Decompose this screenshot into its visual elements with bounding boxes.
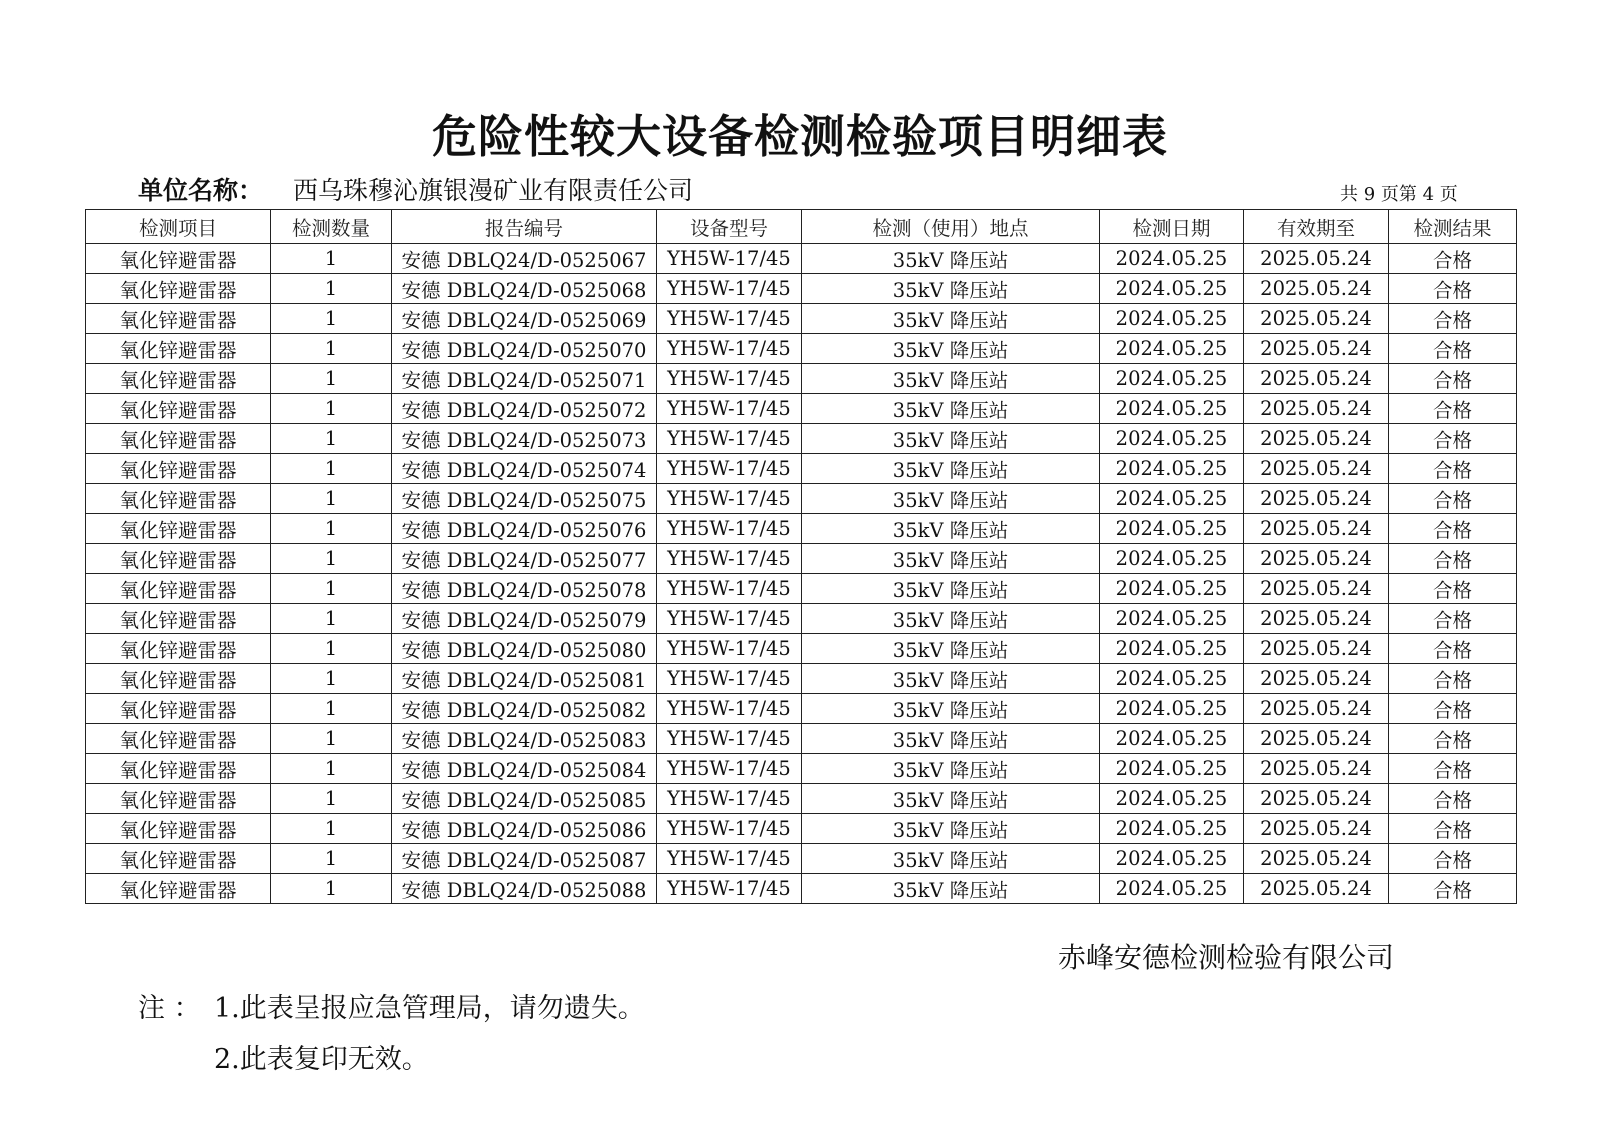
cell-report-number: 安德 DBLQ24/D-0525082	[392, 694, 657, 724]
cell-quantity: 1	[271, 754, 392, 784]
header-location: 检测（使用）地点	[802, 210, 1100, 244]
header-report-number: 报告编号	[392, 210, 657, 244]
cell-valid-until: 2025.05.24	[1244, 874, 1389, 904]
cell-result: 合格	[1389, 304, 1517, 334]
cell-result: 合格	[1389, 364, 1517, 394]
cell-result: 合格	[1389, 544, 1517, 574]
cell-valid-until: 2025.05.24	[1244, 304, 1389, 334]
table-row	[86, 694, 1517, 724]
cell-result: 合格	[1389, 784, 1517, 814]
cell-valid-until: 2025.05.24	[1244, 364, 1389, 394]
cell-equipment-model: YH5W-17/45	[657, 454, 802, 484]
cell-result: 合格	[1389, 334, 1517, 364]
cell-location: 35kV 降压站	[802, 304, 1100, 334]
table-row	[86, 244, 1517, 274]
table-row	[86, 454, 1517, 484]
cell-report-number: 安德 DBLQ24/D-0525074	[392, 454, 657, 484]
cell-inspection-date: 2024.05.25	[1100, 514, 1244, 544]
cell-inspection-item: 氧化锌避雷器	[86, 514, 271, 544]
table-row	[86, 514, 1517, 544]
cell-inspection-item: 氧化锌避雷器	[86, 424, 271, 454]
note-item: 1.此表呈报应急管理局，请勿遗失。	[214, 993, 645, 1024]
cell-quantity: 1	[271, 304, 392, 334]
notes-label: 注 ：	[138, 993, 201, 1024]
unit-row	[138, 171, 693, 207]
cell-report-number: 安德 DBLQ24/D-0525069	[392, 304, 657, 334]
cell-result: 合格	[1389, 724, 1517, 754]
cell-equipment-model: YH5W-17/45	[657, 724, 802, 754]
table-row	[86, 274, 1517, 304]
note-item: 2.此表复印无效。	[214, 1044, 429, 1075]
cell-location: 35kV 降压站	[802, 754, 1100, 784]
cell-result: 合格	[1389, 274, 1517, 304]
table-row	[86, 544, 1517, 574]
header-inspection-item: 检测项目	[86, 210, 271, 244]
cell-equipment-model: YH5W-17/45	[657, 874, 802, 904]
cell-location: 35kV 降压站	[802, 874, 1100, 904]
cell-report-number: 安德 DBLQ24/D-0525080	[392, 634, 657, 664]
cell-quantity: 1	[271, 874, 392, 904]
cell-quantity: 1	[271, 334, 392, 364]
header-row	[86, 210, 1517, 244]
cell-result: 合格	[1389, 754, 1517, 784]
table-row	[86, 604, 1517, 634]
cell-inspection-date: 2024.05.25	[1100, 244, 1244, 274]
cell-inspection-item: 氧化锌避雷器	[86, 274, 271, 304]
unit-name: 西乌珠穆沁旗银漫矿业有限责任公司	[293, 176, 694, 205]
cell-location: 35kV 降压站	[802, 394, 1100, 424]
cell-inspection-item: 氧化锌避雷器	[86, 634, 271, 664]
cell-quantity: 1	[271, 664, 392, 694]
cell-inspection-item: 氧化锌避雷器	[86, 694, 271, 724]
cell-location: 35kV 降压站	[802, 844, 1100, 874]
cell-inspection-date: 2024.05.25	[1100, 394, 1244, 424]
header-valid-until: 有效期至	[1244, 210, 1389, 244]
header-quantity: 检测数量	[271, 210, 392, 244]
cell-quantity: 1	[271, 724, 392, 754]
cell-quantity: 1	[271, 274, 392, 304]
cell-inspection-date: 2024.05.25	[1100, 484, 1244, 514]
cell-result: 合格	[1389, 844, 1517, 874]
cell-quantity: 1	[271, 514, 392, 544]
cell-result: 合格	[1389, 514, 1517, 544]
cell-inspection-item: 氧化锌避雷器	[86, 724, 271, 754]
cell-equipment-model: YH5W-17/45	[657, 424, 802, 454]
cell-report-number: 安德 DBLQ24/D-0525071	[392, 364, 657, 394]
cell-quantity: 1	[271, 694, 392, 724]
cell-inspection-date: 2024.05.25	[1100, 454, 1244, 484]
cell-report-number: 安德 DBLQ24/D-0525072	[392, 394, 657, 424]
cell-valid-until: 2025.05.24	[1244, 274, 1389, 304]
cell-report-number: 安德 DBLQ24/D-0525085	[392, 784, 657, 814]
cell-quantity: 1	[271, 784, 392, 814]
table-row	[86, 364, 1517, 394]
cell-inspection-date: 2024.05.25	[1100, 694, 1244, 724]
cell-equipment-model: YH5W-17/45	[657, 544, 802, 574]
cell-equipment-model: YH5W-17/45	[657, 754, 802, 784]
cell-result: 合格	[1389, 244, 1517, 274]
cell-inspection-item: 氧化锌避雷器	[86, 394, 271, 424]
cell-equipment-model: YH5W-17/45	[657, 574, 802, 604]
cell-equipment-model: YH5W-17/45	[657, 334, 802, 364]
cell-valid-until: 2025.05.24	[1244, 244, 1389, 274]
cell-quantity: 1	[271, 424, 392, 454]
table-row	[86, 304, 1517, 334]
cell-report-number: 安德 DBLQ24/D-0525086	[392, 814, 657, 844]
cell-equipment-model: YH5W-17/45	[657, 514, 802, 544]
cell-valid-until: 2025.05.24	[1244, 574, 1389, 604]
cell-quantity: 1	[271, 574, 392, 604]
cell-location: 35kV 降压站	[802, 574, 1100, 604]
cell-inspection-date: 2024.05.25	[1100, 844, 1244, 874]
table-row	[86, 484, 1517, 514]
cell-report-number: 安德 DBLQ24/D-0525078	[392, 574, 657, 604]
cell-inspection-date: 2024.05.25	[1100, 424, 1244, 454]
table-row	[86, 814, 1517, 844]
cell-inspection-date: 2024.05.25	[1100, 664, 1244, 694]
cell-location: 35kV 降压站	[802, 454, 1100, 484]
cell-inspection-item: 氧化锌避雷器	[86, 574, 271, 604]
cell-equipment-model: YH5W-17/45	[657, 484, 802, 514]
cell-inspection-item: 氧化锌避雷器	[86, 364, 271, 394]
cell-quantity: 1	[271, 604, 392, 634]
cell-inspection-item: 氧化锌避雷器	[86, 874, 271, 904]
cell-inspection-date: 2024.05.25	[1100, 304, 1244, 334]
cell-quantity: 1	[271, 454, 392, 484]
cell-result: 合格	[1389, 574, 1517, 604]
cell-valid-until: 2025.05.24	[1244, 814, 1389, 844]
cell-equipment-model: YH5W-17/45	[657, 664, 802, 694]
cell-inspection-item: 氧化锌避雷器	[86, 454, 271, 484]
cell-quantity: 1	[271, 544, 392, 574]
cell-location: 35kV 降压站	[802, 514, 1100, 544]
cell-location: 35kV 降压站	[802, 604, 1100, 634]
cell-quantity: 1	[271, 814, 392, 844]
cell-valid-until: 2025.05.24	[1244, 844, 1389, 874]
cell-result: 合格	[1389, 454, 1517, 484]
cell-result: 合格	[1389, 874, 1517, 904]
cell-result: 合格	[1389, 394, 1517, 424]
cell-valid-until: 2025.05.24	[1244, 394, 1389, 424]
cell-report-number: 安德 DBLQ24/D-0525079	[392, 604, 657, 634]
cell-quantity: 1	[271, 364, 392, 394]
cell-inspection-date: 2024.05.25	[1100, 874, 1244, 904]
cell-equipment-model: YH5W-17/45	[657, 634, 802, 664]
cell-location: 35kV 降压站	[802, 244, 1100, 274]
cell-inspection-item: 氧化锌避雷器	[86, 664, 271, 694]
cell-location: 35kV 降压站	[802, 274, 1100, 304]
cell-valid-until: 2025.05.24	[1244, 784, 1389, 814]
page-info: 共 9 页第 4 页	[1340, 184, 1458, 205]
cell-inspection-date: 2024.05.25	[1100, 334, 1244, 364]
cell-equipment-model: YH5W-17/45	[657, 274, 802, 304]
cell-valid-until: 2025.05.24	[1244, 484, 1389, 514]
cell-valid-until: 2025.05.24	[1244, 454, 1389, 484]
cell-location: 35kV 降压站	[802, 634, 1100, 664]
cell-valid-until: 2025.05.24	[1244, 424, 1389, 454]
cell-equipment-model: YH5W-17/45	[657, 244, 802, 274]
cell-inspection-item: 氧化锌避雷器	[86, 784, 271, 814]
cell-result: 合格	[1389, 694, 1517, 724]
cell-valid-until: 2025.05.24	[1244, 634, 1389, 664]
table-body	[86, 244, 1517, 904]
cell-location: 35kV 降压站	[802, 364, 1100, 394]
cell-inspection-date: 2024.05.25	[1100, 634, 1244, 664]
cell-report-number: 安德 DBLQ24/D-0525084	[392, 754, 657, 784]
cell-equipment-model: YH5W-17/45	[657, 364, 802, 394]
header-result: 检测结果	[1389, 210, 1517, 244]
table-row	[86, 874, 1517, 904]
cell-valid-until: 2025.05.24	[1244, 514, 1389, 544]
cell-inspection-item: 氧化锌避雷器	[86, 544, 271, 574]
cell-inspection-item: 氧化锌避雷器	[86, 334, 271, 364]
cell-quantity: 1	[271, 844, 392, 874]
cell-inspection-item: 氧化锌避雷器	[86, 304, 271, 334]
cell-result: 合格	[1389, 814, 1517, 844]
cell-report-number: 安德 DBLQ24/D-0525087	[392, 844, 657, 874]
cell-location: 35kV 降压站	[802, 484, 1100, 514]
cell-report-number: 安德 DBLQ24/D-0525070	[392, 334, 657, 364]
table-row	[86, 334, 1517, 364]
cell-equipment-model: YH5W-17/45	[657, 694, 802, 724]
header-inspection-date: 检测日期	[1100, 210, 1244, 244]
table-row	[86, 724, 1517, 754]
cell-report-number: 安德 DBLQ24/D-0525083	[392, 724, 657, 754]
cell-inspection-date: 2024.05.25	[1100, 754, 1244, 784]
cell-report-number: 安德 DBLQ24/D-0525068	[392, 274, 657, 304]
unit-label: 单位名称：	[138, 176, 264, 205]
cell-equipment-model: YH5W-17/45	[657, 304, 802, 334]
cell-valid-until: 2025.05.24	[1244, 724, 1389, 754]
cell-quantity: 1	[271, 394, 392, 424]
table-row	[86, 664, 1517, 694]
cell-inspection-date: 2024.05.25	[1100, 274, 1244, 304]
cell-report-number: 安德 DBLQ24/D-0525075	[392, 484, 657, 514]
table-row	[86, 424, 1517, 454]
cell-inspection-item: 氧化锌避雷器	[86, 484, 271, 514]
cell-equipment-model: YH5W-17/45	[657, 604, 802, 634]
cell-location: 35kV 降压站	[802, 424, 1100, 454]
cell-location: 35kV 降压站	[802, 694, 1100, 724]
cell-location: 35kV 降压站	[802, 544, 1100, 574]
cell-report-number: 安德 DBLQ24/D-0525076	[392, 514, 657, 544]
cell-inspection-date: 2024.05.25	[1100, 814, 1244, 844]
cell-inspection-item: 氧化锌避雷器	[86, 244, 271, 274]
table-row	[86, 394, 1517, 424]
cell-inspection-date: 2024.05.25	[1100, 364, 1244, 394]
cell-report-number: 安德 DBLQ24/D-0525073	[392, 424, 657, 454]
cell-report-number: 安德 DBLQ24/D-0525067	[392, 244, 657, 274]
cell-report-number: 安德 DBLQ24/D-0525081	[392, 664, 657, 694]
table-row	[86, 784, 1517, 814]
cell-quantity: 1	[271, 634, 392, 664]
cell-equipment-model: YH5W-17/45	[657, 394, 802, 424]
cell-inspection-item: 氧化锌避雷器	[86, 844, 271, 874]
cell-location: 35kV 降压站	[802, 724, 1100, 754]
cell-equipment-model: YH5W-17/45	[657, 784, 802, 814]
cell-inspection-date: 2024.05.25	[1100, 574, 1244, 604]
cell-location: 35kV 降压站	[802, 784, 1100, 814]
cell-location: 35kV 降压站	[802, 814, 1100, 844]
cell-result: 合格	[1389, 664, 1517, 694]
cell-inspection-date: 2024.05.25	[1100, 544, 1244, 574]
table-row	[86, 754, 1517, 784]
table-row	[86, 844, 1517, 874]
cell-quantity: 1	[271, 244, 392, 274]
cell-result: 合格	[1389, 634, 1517, 664]
cell-valid-until: 2025.05.24	[1244, 754, 1389, 784]
cell-report-number: 安德 DBLQ24/D-0525088	[392, 874, 657, 904]
cell-result: 合格	[1389, 484, 1517, 514]
inspection-table	[85, 209, 1517, 904]
cell-valid-until: 2025.05.24	[1244, 604, 1389, 634]
table-row	[86, 634, 1517, 664]
issuer-company: 赤峰安德检测检验有限公司	[1058, 941, 1395, 974]
cell-inspection-date: 2024.05.25	[1100, 604, 1244, 634]
cell-equipment-model: YH5W-17/45	[657, 844, 802, 874]
cell-quantity: 1	[271, 484, 392, 514]
cell-valid-until: 2025.05.24	[1244, 544, 1389, 574]
cell-inspection-item: 氧化锌避雷器	[86, 604, 271, 634]
document-title: 危险性较大设备检测检验项目明细表	[431, 110, 1168, 163]
cell-inspection-item: 氧化锌避雷器	[86, 754, 271, 784]
cell-inspection-date: 2024.05.25	[1100, 784, 1244, 814]
cell-report-number: 安德 DBLQ24/D-0525077	[392, 544, 657, 574]
header-equipment-model: 设备型号	[657, 210, 802, 244]
cell-location: 35kV 降压站	[802, 664, 1100, 694]
cell-valid-until: 2025.05.24	[1244, 694, 1389, 724]
cell-equipment-model: YH5W-17/45	[657, 814, 802, 844]
cell-valid-until: 2025.05.24	[1244, 334, 1389, 364]
cell-inspection-date: 2024.05.25	[1100, 724, 1244, 754]
table-row	[86, 574, 1517, 604]
cell-result: 合格	[1389, 604, 1517, 634]
cell-inspection-item: 氧化锌避雷器	[86, 814, 271, 844]
table-header	[86, 210, 1517, 244]
cell-location: 35kV 降压站	[802, 334, 1100, 364]
cell-result: 合格	[1389, 424, 1517, 454]
cell-valid-until: 2025.05.24	[1244, 664, 1389, 694]
